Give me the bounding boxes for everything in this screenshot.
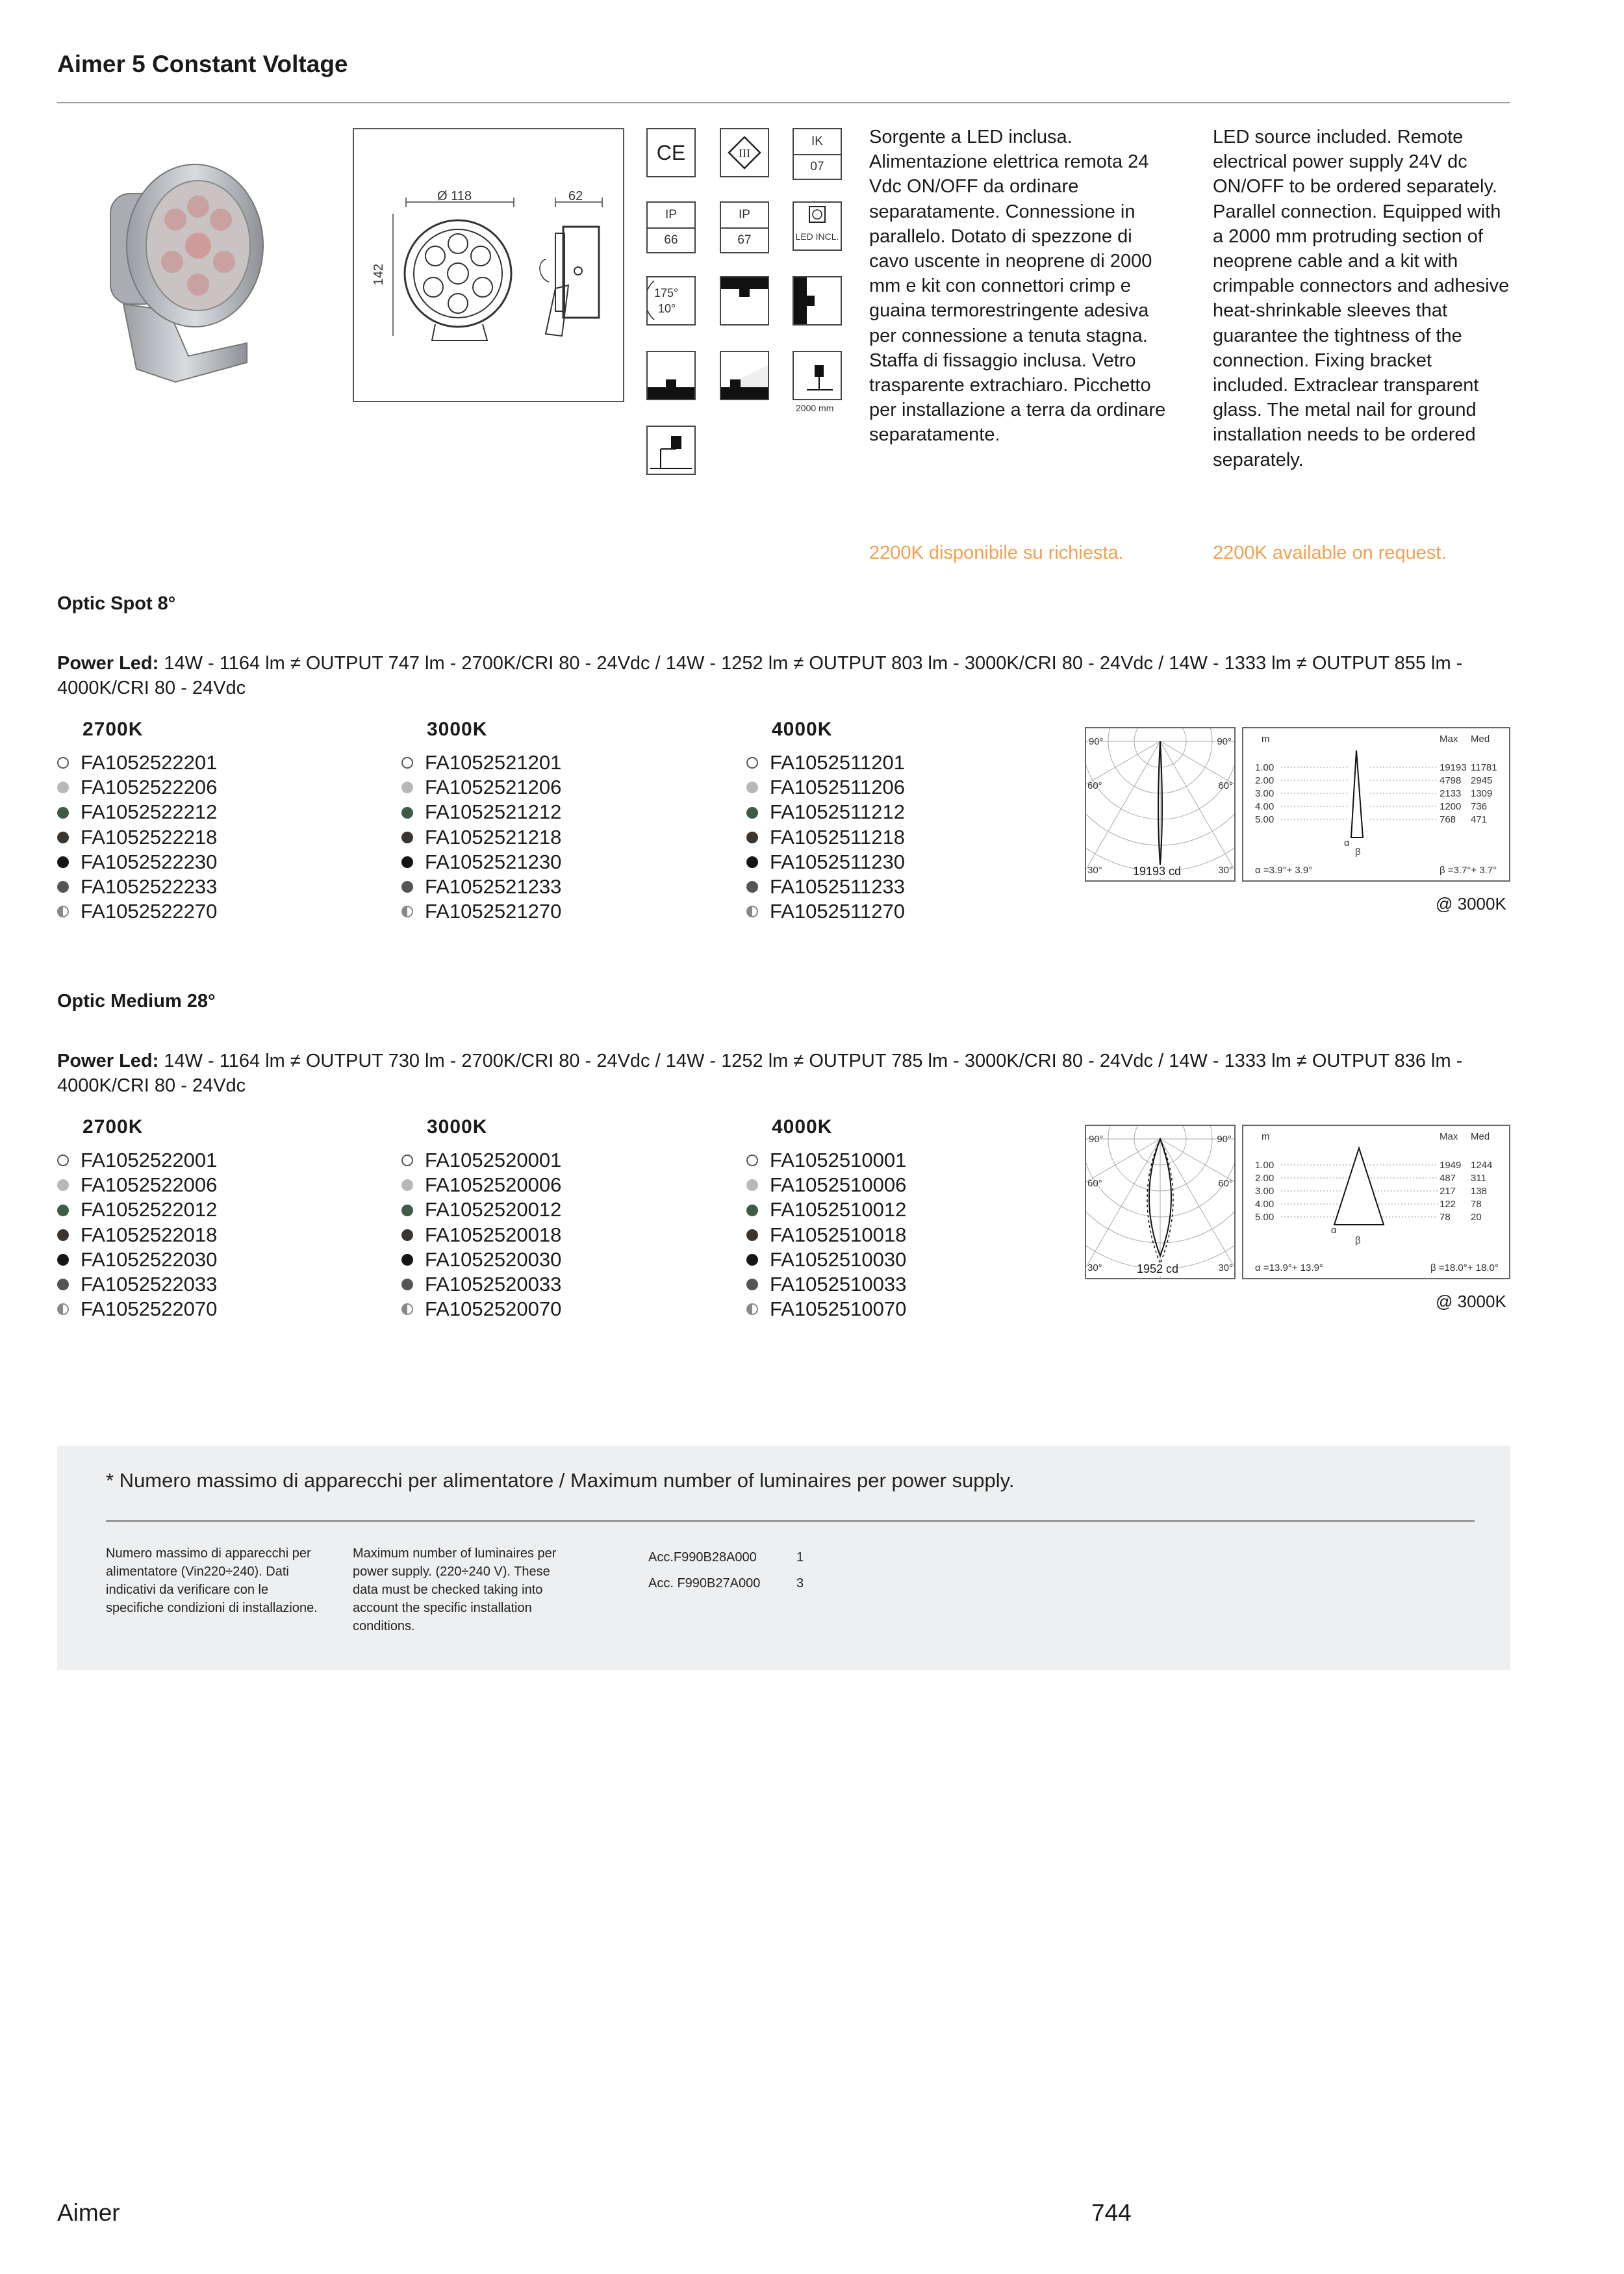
wall-mount-icon	[720, 276, 769, 326]
product-code: FA1052522233	[81, 875, 218, 899]
product-code: FA1052521218	[425, 825, 562, 849]
finish-color-swatch	[57, 782, 69, 793]
product-code-item	[57, 1223, 217, 1247]
product-code-item	[401, 850, 561, 875]
svg-text:CE: CE	[656, 141, 686, 164]
product-code: FA1052522201	[81, 751, 218, 774]
product-code-item	[746, 875, 905, 899]
ip66-icon: IP 66	[646, 201, 696, 253]
product-code: FA1052522212	[81, 800, 218, 824]
finish-color-swatch	[746, 906, 758, 917]
cone-med-value: 20	[1471, 1212, 1482, 1223]
product-code-item	[746, 825, 905, 850]
product-code: FA1052521201	[425, 751, 562, 774]
finish-color-swatch	[746, 782, 758, 793]
finish-color-swatch	[401, 1279, 413, 1290]
tilt-angle-icon: 175° 10°	[646, 276, 696, 326]
product-code: FA1052520018	[425, 1223, 562, 1246]
col-head-4000k-medium: 4000K	[772, 1116, 833, 1138]
product-code-item	[401, 899, 561, 924]
section-title-spot: Optic Spot 8°	[57, 593, 176, 614]
cone-med-value: 471	[1471, 814, 1488, 825]
product-code: FA1052511233	[770, 875, 906, 899]
product-code-item	[401, 1197, 561, 1222]
dim-diameter: Ø 118	[437, 189, 472, 203]
product-code: FA1052522206	[81, 776, 218, 799]
ce-icon	[646, 128, 696, 177]
product-code: FA1052511230	[770, 850, 906, 873]
product-code-item	[401, 750, 561, 775]
finish-color-swatch	[401, 782, 413, 793]
cone-max-value: 78	[1440, 1212, 1451, 1223]
product-code-item	[57, 825, 217, 850]
finish-color-swatch	[57, 1303, 69, 1315]
ground-mount-icon	[646, 351, 696, 400]
code-list-medium-3000k	[401, 1148, 561, 1322]
cone-max-value: 2133	[1440, 788, 1462, 799]
finish-color-swatch	[746, 881, 758, 893]
product-code-item	[746, 1247, 906, 1272]
product-code: FA1052522030	[81, 1247, 218, 1271]
product-code: FA1052521233	[425, 875, 562, 899]
finish-color-swatch	[401, 856, 413, 868]
product-code: FA1052522001	[81, 1149, 218, 1171]
description-en: LED source included. Remote electrical power supply 24V dc ON/OFF to be ordered separately. Parallel connection. Equipped with a 2000 mm protruding section of neoprene cable and a kit with crimpable connectors and adhesive heat-shrinkable sleeves that guarantee the tightness of the connection. Fixing bracket included. Extraclear transparent glass. The metal nail for ground installation needs to be ordered separately.	[1213, 127, 1510, 470]
cone-med-value: 1244	[1471, 1160, 1493, 1171]
powerled-medium: Power Led: 14W - 1164 lm ≠ OUTPUT 730 lm - 2700K/CRI 80 - 24Vdc / 14W - 1252 lm ≠ OUTPUT 785 lm - 3000K/CRI 80 - 24Vdc / 14W - 1333 lm ≠ OUTPUT 836 lm - 4000K/CRI 80 - 24Vdc	[57, 1051, 1463, 1096]
finish-color-swatch	[57, 832, 69, 843]
product-code-item	[57, 1272, 217, 1297]
dimension-drawing	[353, 128, 624, 402]
finish-color-swatch	[746, 1205, 758, 1216]
finish-color-swatch	[57, 1254, 69, 1266]
cone-med-value: 11781	[1471, 762, 1497, 773]
finish-color-swatch	[746, 807, 758, 819]
product-code: FA1052522033	[81, 1273, 218, 1296]
product-code: FA1052510006	[770, 1173, 907, 1197]
product-code-item	[57, 1148, 217, 1173]
product-code-item	[401, 1297, 561, 1322]
code-list-spot-3000k	[401, 750, 561, 924]
col-head-3000k-medium: 3000K	[427, 1116, 488, 1138]
product-code: FA1052511206	[770, 776, 906, 799]
finish-color-swatch	[57, 807, 69, 819]
footer-brand: Aimer	[57, 2199, 120, 2226]
description-it: Sorgente a LED inclusa. Alimentazione elettrica remota 24 Vdc ON/OFF da ordinare separatamente. Connessione in parallelo. Dotato di spezzone di cavo uscente in neoprene di 2000 mm e kit con connettori crimp e guaina termorestringente adesiva per connessione a tenuta stagna. Staffa di fissaggio inclusa. Vetro trasparente extrachiaro. Picchetto per installazione a terra da ordinare separatamente.	[869, 127, 1166, 446]
product-code: FA1052511270	[770, 900, 906, 923]
cone-diagram-medium: m Max Med 1.00 1949 1244 2.00 487 311 3.00 217 138 4.00 122 78 5.00 78 20 α β α =13.9°+ 13.9° β =18.0°+ 18.0°	[1242, 1125, 1510, 1279]
product-code-item	[401, 800, 561, 824]
cone-distance: 4.00	[1255, 1199, 1275, 1210]
cone-distance: 2.00	[1255, 1173, 1275, 1184]
product-code-item	[746, 850, 905, 875]
cone-med-value: 311	[1471, 1173, 1486, 1184]
product-code-item	[401, 1247, 561, 1272]
header-divider	[57, 102, 1510, 103]
product-code-item	[401, 1148, 561, 1173]
stake-icon	[646, 426, 696, 475]
finish-color-swatch	[746, 757, 758, 769]
led-included-icon: LED INCL.	[793, 201, 842, 251]
product-code: FA1052510070	[770, 1297, 907, 1321]
cone-distance: 1.00	[1255, 1160, 1275, 1171]
product-code-item	[401, 875, 561, 899]
finish-color-swatch	[401, 1179, 413, 1191]
cone-distance: 4.00	[1255, 801, 1275, 812]
ground-beam-icon	[720, 351, 769, 400]
product-code-item	[746, 1272, 906, 1297]
finish-color-swatch	[746, 1279, 758, 1290]
cone-distance: 5.00	[1255, 814, 1275, 825]
finish-color-swatch	[57, 906, 69, 917]
product-code-item	[57, 1247, 217, 1272]
finish-color-swatch	[401, 1229, 413, 1241]
cone-max-value: 19193	[1440, 762, 1467, 773]
cone-max-value: 217	[1440, 1186, 1456, 1197]
finish-color-swatch	[57, 1179, 69, 1191]
col-head-3000k: 3000K	[427, 719, 488, 740]
code-list-medium-2700k	[57, 1148, 217, 1322]
cone-max-value: 4798	[1440, 775, 1462, 786]
cable-length-label: 2000 mm	[796, 403, 834, 413]
cone-max-value: 487	[1440, 1173, 1456, 1184]
finish-color-swatch	[746, 1303, 758, 1315]
product-code-item	[401, 825, 561, 850]
cone-diagram-spot: m Max Med 1.00 19193 11781 2.00 4798 2945 3.00 2133 1309 4.00 1200 736 5.00 768 471 α β α =3.9°+ 3.9° β =3.7°+ 3.7°	[1242, 727, 1510, 882]
finish-color-swatch	[57, 881, 69, 893]
col-head-4000k: 4000K	[772, 719, 833, 740]
product-code-item	[57, 750, 217, 775]
note-it: 2200K disponibile su richiesta.	[869, 543, 1124, 563]
cone-med-value: 78	[1471, 1199, 1482, 1210]
product-code: FA1052511212	[770, 800, 906, 824]
product-code: FA1052520030	[425, 1247, 562, 1271]
finish-color-swatch	[401, 1303, 413, 1315]
product-code: FA1052511201	[770, 751, 906, 774]
product-code-item	[746, 750, 905, 775]
cone-distance: 2.00	[1255, 775, 1275, 786]
finish-color-swatch	[57, 1205, 69, 1216]
section-title-medium: Optic Medium 28°	[57, 991, 216, 1012]
cable-icon	[793, 351, 842, 400]
product-code: FA1052510001	[770, 1149, 907, 1171]
finish-color-swatch	[57, 757, 69, 769]
product-code-item	[57, 800, 217, 824]
product-code-item	[57, 850, 217, 875]
finish-color-swatch	[746, 856, 758, 868]
cone-max-value: 122	[1440, 1199, 1456, 1210]
product-code: FA1052522006	[81, 1173, 218, 1197]
acc-qty-1: 1	[796, 1550, 804, 1565]
product-code: FA1052522218	[81, 825, 218, 849]
finish-color-swatch	[746, 1155, 758, 1166]
col-head-2700k-medium: 2700K	[82, 1116, 144, 1138]
polar-cd-value: 1952 cd	[1137, 1262, 1179, 1275]
product-code-item	[746, 1297, 906, 1322]
page-number: 744	[1091, 2199, 1132, 2226]
dim-height: 142	[372, 263, 387, 286]
product-code: FA1052522070	[81, 1297, 218, 1321]
product-code: FA1052521270	[425, 900, 562, 923]
class-iii-icon	[720, 128, 769, 177]
product-code: FA1052520006	[425, 1173, 562, 1197]
finish-color-swatch	[401, 832, 413, 843]
product-code-item	[57, 1297, 217, 1322]
product-code-item	[57, 1197, 217, 1222]
code-list-medium-4000k	[746, 1148, 906, 1322]
product-code-item	[746, 1173, 906, 1197]
product-code: FA1052510030	[770, 1247, 907, 1271]
polar-diagram-medium: 90° 90° 60° 60° 30° 30° 1952 cd	[1085, 1125, 1236, 1279]
cone-distance: 3.00	[1255, 1186, 1275, 1197]
cone-distance: 3.00	[1255, 788, 1275, 799]
cone-alpha-spot: α =3.9°+ 3.9°	[1255, 865, 1313, 876]
acc-code-2: Acc. F990B27A000	[648, 1576, 761, 1591]
product-code: FA1052510018	[770, 1223, 907, 1246]
cone-distance: 1.00	[1255, 762, 1275, 773]
product-code: FA1052511218	[770, 825, 906, 849]
polar-cd-value: 19193 cd	[1133, 865, 1182, 878]
finish-color-swatch	[57, 1155, 69, 1166]
product-code-item	[401, 1173, 561, 1197]
acc-code-1: Acc.F990B28A000	[648, 1550, 757, 1565]
cone-max-value: 768	[1440, 814, 1456, 825]
power-supply-info-box	[57, 1446, 1510, 1670]
ik-rating-icon: IK 07	[793, 128, 842, 180]
cone-med-value: 1309	[1471, 788, 1493, 799]
cone-max-value: 1949	[1440, 1160, 1462, 1171]
product-code: FA1052522012	[81, 1198, 218, 1221]
product-code: FA1052521230	[425, 850, 562, 873]
product-code: FA1052510033	[770, 1273, 907, 1296]
finish-color-swatch	[746, 1179, 758, 1191]
at-temp-spot: @ 3000K	[1436, 894, 1506, 913]
product-code-item	[746, 800, 905, 824]
cone-beta-medium: β =18.0°+ 18.0°	[1430, 1262, 1499, 1273]
product-code-item	[746, 1223, 906, 1247]
product-code-item	[746, 775, 905, 800]
col-head-2700k: 2700K	[82, 719, 144, 740]
product-code: FA1052521206	[425, 776, 562, 799]
product-code-item	[746, 899, 905, 924]
finish-color-swatch	[401, 807, 413, 819]
finish-color-swatch	[401, 1254, 413, 1266]
finish-color-swatch	[401, 881, 413, 893]
finish-color-swatch	[401, 757, 413, 769]
product-code: FA1052520033	[425, 1273, 562, 1296]
product-code-item	[746, 1197, 906, 1222]
product-code-item	[401, 1223, 561, 1247]
acc-qty-2: 3	[796, 1576, 804, 1591]
finish-color-swatch	[746, 832, 758, 843]
finish-color-swatch	[57, 856, 69, 868]
finish-color-swatch	[746, 1229, 758, 1241]
cone-med-value: 138	[1471, 1186, 1488, 1197]
finish-color-swatch	[401, 1205, 413, 1216]
product-code-item	[746, 1148, 906, 1173]
finish-color-swatch	[57, 1279, 69, 1290]
cone-beta-spot: β =3.7°+ 3.7°	[1440, 865, 1497, 876]
product-code: FA1052520001	[425, 1149, 562, 1171]
cone-med-value: 2945	[1471, 775, 1493, 786]
product-code: FA1052522018	[81, 1223, 218, 1246]
product-code: FA1052520070	[425, 1297, 562, 1321]
finish-color-swatch	[401, 906, 413, 917]
product-code: FA1052521212	[425, 800, 562, 824]
cone-max-value: 1200	[1440, 801, 1462, 812]
code-list-spot-4000k	[746, 750, 905, 924]
polar-grid	[1086, 728, 1234, 880]
product-code-item	[57, 875, 217, 899]
note-en: 2200K available on request.	[1213, 543, 1447, 563]
product-image	[97, 148, 266, 395]
ip67-icon: IP 67	[720, 201, 769, 253]
footer-divider	[106, 1520, 1475, 1522]
side-mount-icon	[793, 276, 842, 326]
cone-med-value: 736	[1471, 801, 1488, 812]
svg-text:III: III	[739, 147, 750, 160]
cone-distance: 5.00	[1255, 1212, 1275, 1223]
finish-color-swatch	[57, 1229, 69, 1241]
product-code-item	[57, 899, 217, 924]
powerled-spot: Power Led: 14W - 1164 lm ≠ OUTPUT 747 lm - 2700K/CRI 80 - 24Vdc / 14W - 1252 lm ≠ OUTPUT 803 lm - 3000K/CRI 80 - 24Vdc / 14W - 1333 lm ≠ OUTPUT 855 lm - 4000K/CRI 80 - 24Vdc	[57, 653, 1463, 698]
page-title: Aimer 5 Constant Voltage	[57, 51, 348, 77]
cone-alpha-medium: α =13.9°+ 13.9°	[1255, 1262, 1323, 1273]
product-code-item	[401, 775, 561, 800]
dim-depth: 62	[568, 189, 583, 203]
code-list-spot-2700k	[57, 750, 217, 924]
footer-note: * Numero massimo di apparecchi per alimentatore / Maximum number of luminaires per power supply.	[106, 1469, 1015, 1492]
footer-en: Maximum number of luminaires per power supply. (220÷240 V). These data must be checked taking into account the specific installation conditions.	[353, 1546, 557, 1633]
footer-it: Numero massimo di apparecchi per alimentatore (Vin220÷240). Dati indicativi da verificare con le specifiche condizioni di installazione.	[106, 1546, 318, 1615]
finish-color-swatch	[746, 1254, 758, 1266]
product-code-item	[57, 1173, 217, 1197]
polar-grid	[1086, 1126, 1234, 1278]
polar-diagram-spot: 90° 90° 60° 60° 30° 30° 19193 cd	[1085, 727, 1236, 882]
product-code: FA1052520012	[425, 1198, 562, 1221]
product-code: FA1052522270	[81, 900, 218, 923]
product-code: FA1052510012	[770, 1198, 907, 1221]
finish-color-swatch	[401, 1155, 413, 1166]
product-code: FA1052522230	[81, 850, 218, 873]
product-code-item	[401, 1272, 561, 1297]
product-code-item	[57, 775, 217, 800]
at-temp-medium: @ 3000K	[1436, 1292, 1506, 1311]
